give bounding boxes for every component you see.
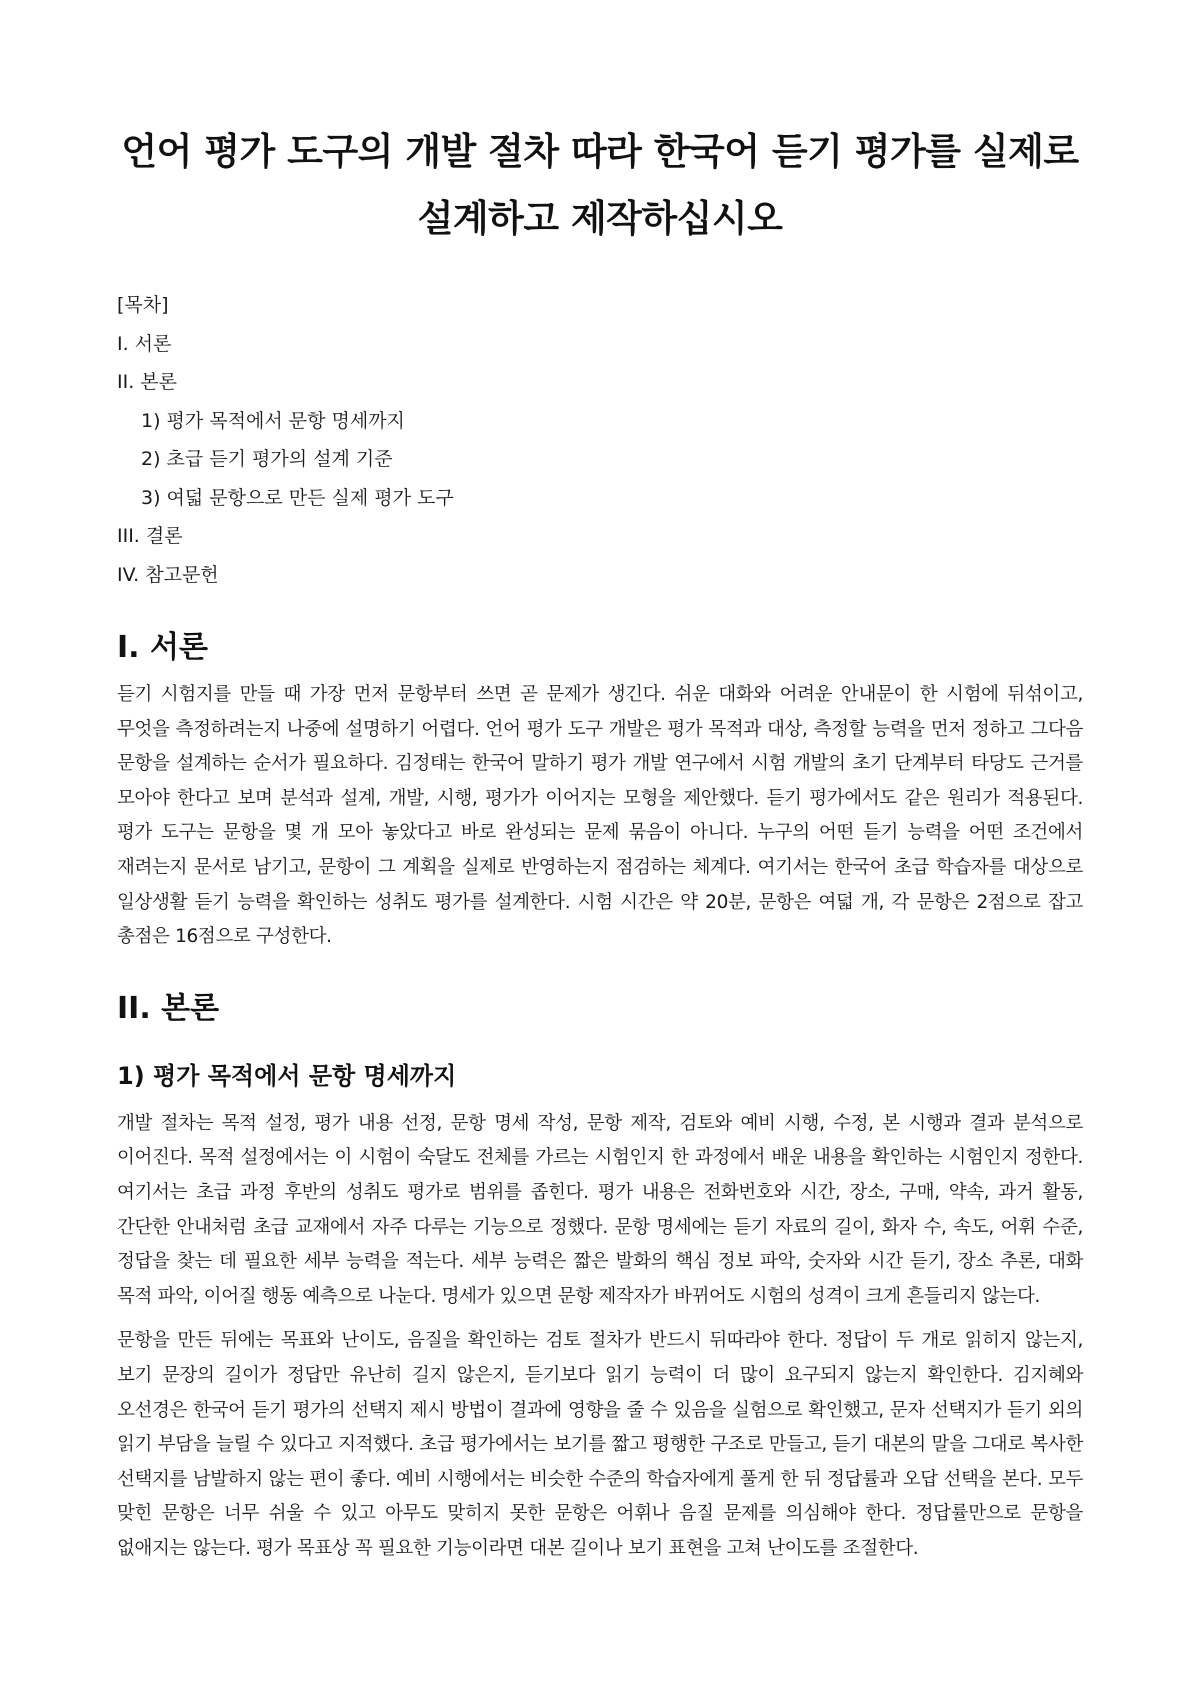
body-paragraph-1: 개발 절차는 목적 설정, 평가 내용 선정, 문항 명세 작성, 문항 제작, 검토와 예비 시행, 수정, 본 시행과 결과 분석으로 이어진다. 목적 설정에서는 이 시험이 숙달도 전체를 가르는 시험인지 한 과정에서 배운 내용을 확인하는 시험인지 정한다. 여기서는 초급 과정 후반의 성취도 평가로 범위를 좁힌다. 평가 내용은 전화번호와 시간, 장소, 구매, 약속, 과거 활동, 간단한 안내처럼 초급 교재에서 자주 다루는 기능으로 정했다. 문항 명세에는 듣기 자료의 길이, 화자 수, 속도, 어휘 수준, 정답을 찾는 데 필요한 세부 능력을 적는다. 세부 능력은 짧은 발화의 핵심 정보 파악, 숫자와 시간 듣기, 장소 추론, 대화 목적 파악, 이어질 행동 예측으로 나눈다. 명세가 있으면 문항 제작자가 바뀌어도 시험의 성격이 크게 흔들리지 않는다. bbox=[117, 1112, 1083, 1307]
document-title: 언어 평가 도구의 개발 절차 따라 한국어 듣기 평가를 실제로 설계하고 제작하십시오 bbox=[121, 130, 1079, 240]
toc-item-intro: I. 서론 bbox=[117, 332, 172, 355]
toc-heading: [목차] bbox=[117, 294, 169, 316]
section-heading-intro: I. 서론 bbox=[117, 630, 208, 665]
toc-subitem-3: 3) 여덟 문항으로 만든 실제 평가 도구 bbox=[141, 486, 454, 509]
section-heading-body: II. 본론 bbox=[117, 990, 220, 1026]
toc-item-references: IV. 참고문헌 bbox=[117, 563, 219, 586]
toc-item-conclusion: III. 결론 bbox=[117, 525, 183, 547]
body-paragraph-2: 문항을 만든 뒤에는 목표와 난이도, 음질을 확인하는 검토 절차가 반드시 뒤따라야 한다. 정답이 두 개로 읽히지 않는지, 보기 문장의 길이가 정답만 유난히 길지 않은지, 듣기보다 읽기 능력이 더 많이 요구되지 않는지 확인한다. 김지혜와 오선경은 한국어 듣기 평가의 선택지 제시 방법이 결과에 영향을 줄 수 있음을 실험으로 확인했고, 문자 선택지가 듣기 외의 읽기 부담을 늘릴 수 있다고 지적했다. 초급 평가에서는 보기를 짧고 평행한 구조로 만들고, 듣기 대본의 말을 그대로 복사한 선택지를 남발하지 않는 편이 좋다. 예비 시행에서는 비슷한 수준의 학습자에게 풀게 한 뒤 정답률과 오답 선택을 본다. 모두 맞힌 문항은 너무 쉬울 수 있고 아무도 맞히지 못한 문항은 어휘나 음질 문제를 의심해야 한다. 정답률만으로 문항을 없애지는 않는다. 평가 목표상 꼭 필요한 기능이라면 대본 길이나 보기 표현을 고쳐 난이도를 조절한다. bbox=[117, 1330, 1083, 1559]
toc-subitem-1: 1) 평가 목적에서 문항 명세까지 bbox=[141, 409, 405, 432]
intro-paragraph: 듣기 시험지를 만들 때 가장 먼저 문항부터 쓰면 곧 문제가 생긴다. 쉬운 대화와 어려운 안내문이 한 시험에 뒤섞이고, 무엇을 측정하려는지 나중에 설명하기 어렵다. 언어 평가 도구 개발은 평가 목적과 대상, 측정할 능력을 먼저 정하고 그다음 문항을 설계하는 순서가 필요하다. 김정태는 한국어 말하기 평가 개발 연구에서 시험 개발의 초기 단계부터 타당도 근거를 모아야 한다고 보며 분석과 설계, 개발, 시행, 평가가 이어지는 모형을 제안했다. 듣기 평가에서도 같은 원리가 적용된다. 평가 도구는 문항을 몇 개 모아 놓았다고 바로 완성되는 문제 묶음이 아니다. 누구의 어떤 듣기 능력을 어떤 조건에서 재려는지 문서로 남기고, 문항이 그 계획을 실제로 반영하는지 점검하는 체계다. 여기서는 한국어 초급 학습자를 대상으로 일상생활 듣기 능력을 확인하는 성취도 평가를 설계한다. 시험 시간은 약 20분, 문항은 여덟 개, 각 문항은 2점으로 잡고 총점은 16점으로 구성한다. bbox=[117, 684, 1083, 948]
subsection-heading-1: 1) 평가 목적에서 문항 명세까지 bbox=[117, 1061, 457, 1090]
table-of-contents bbox=[117, 286, 1083, 594]
toc-subitem-2: 2) 초급 듣기 평가의 설계 기준 bbox=[141, 448, 393, 470]
toc-item-body: II. 본론 bbox=[117, 371, 177, 393]
